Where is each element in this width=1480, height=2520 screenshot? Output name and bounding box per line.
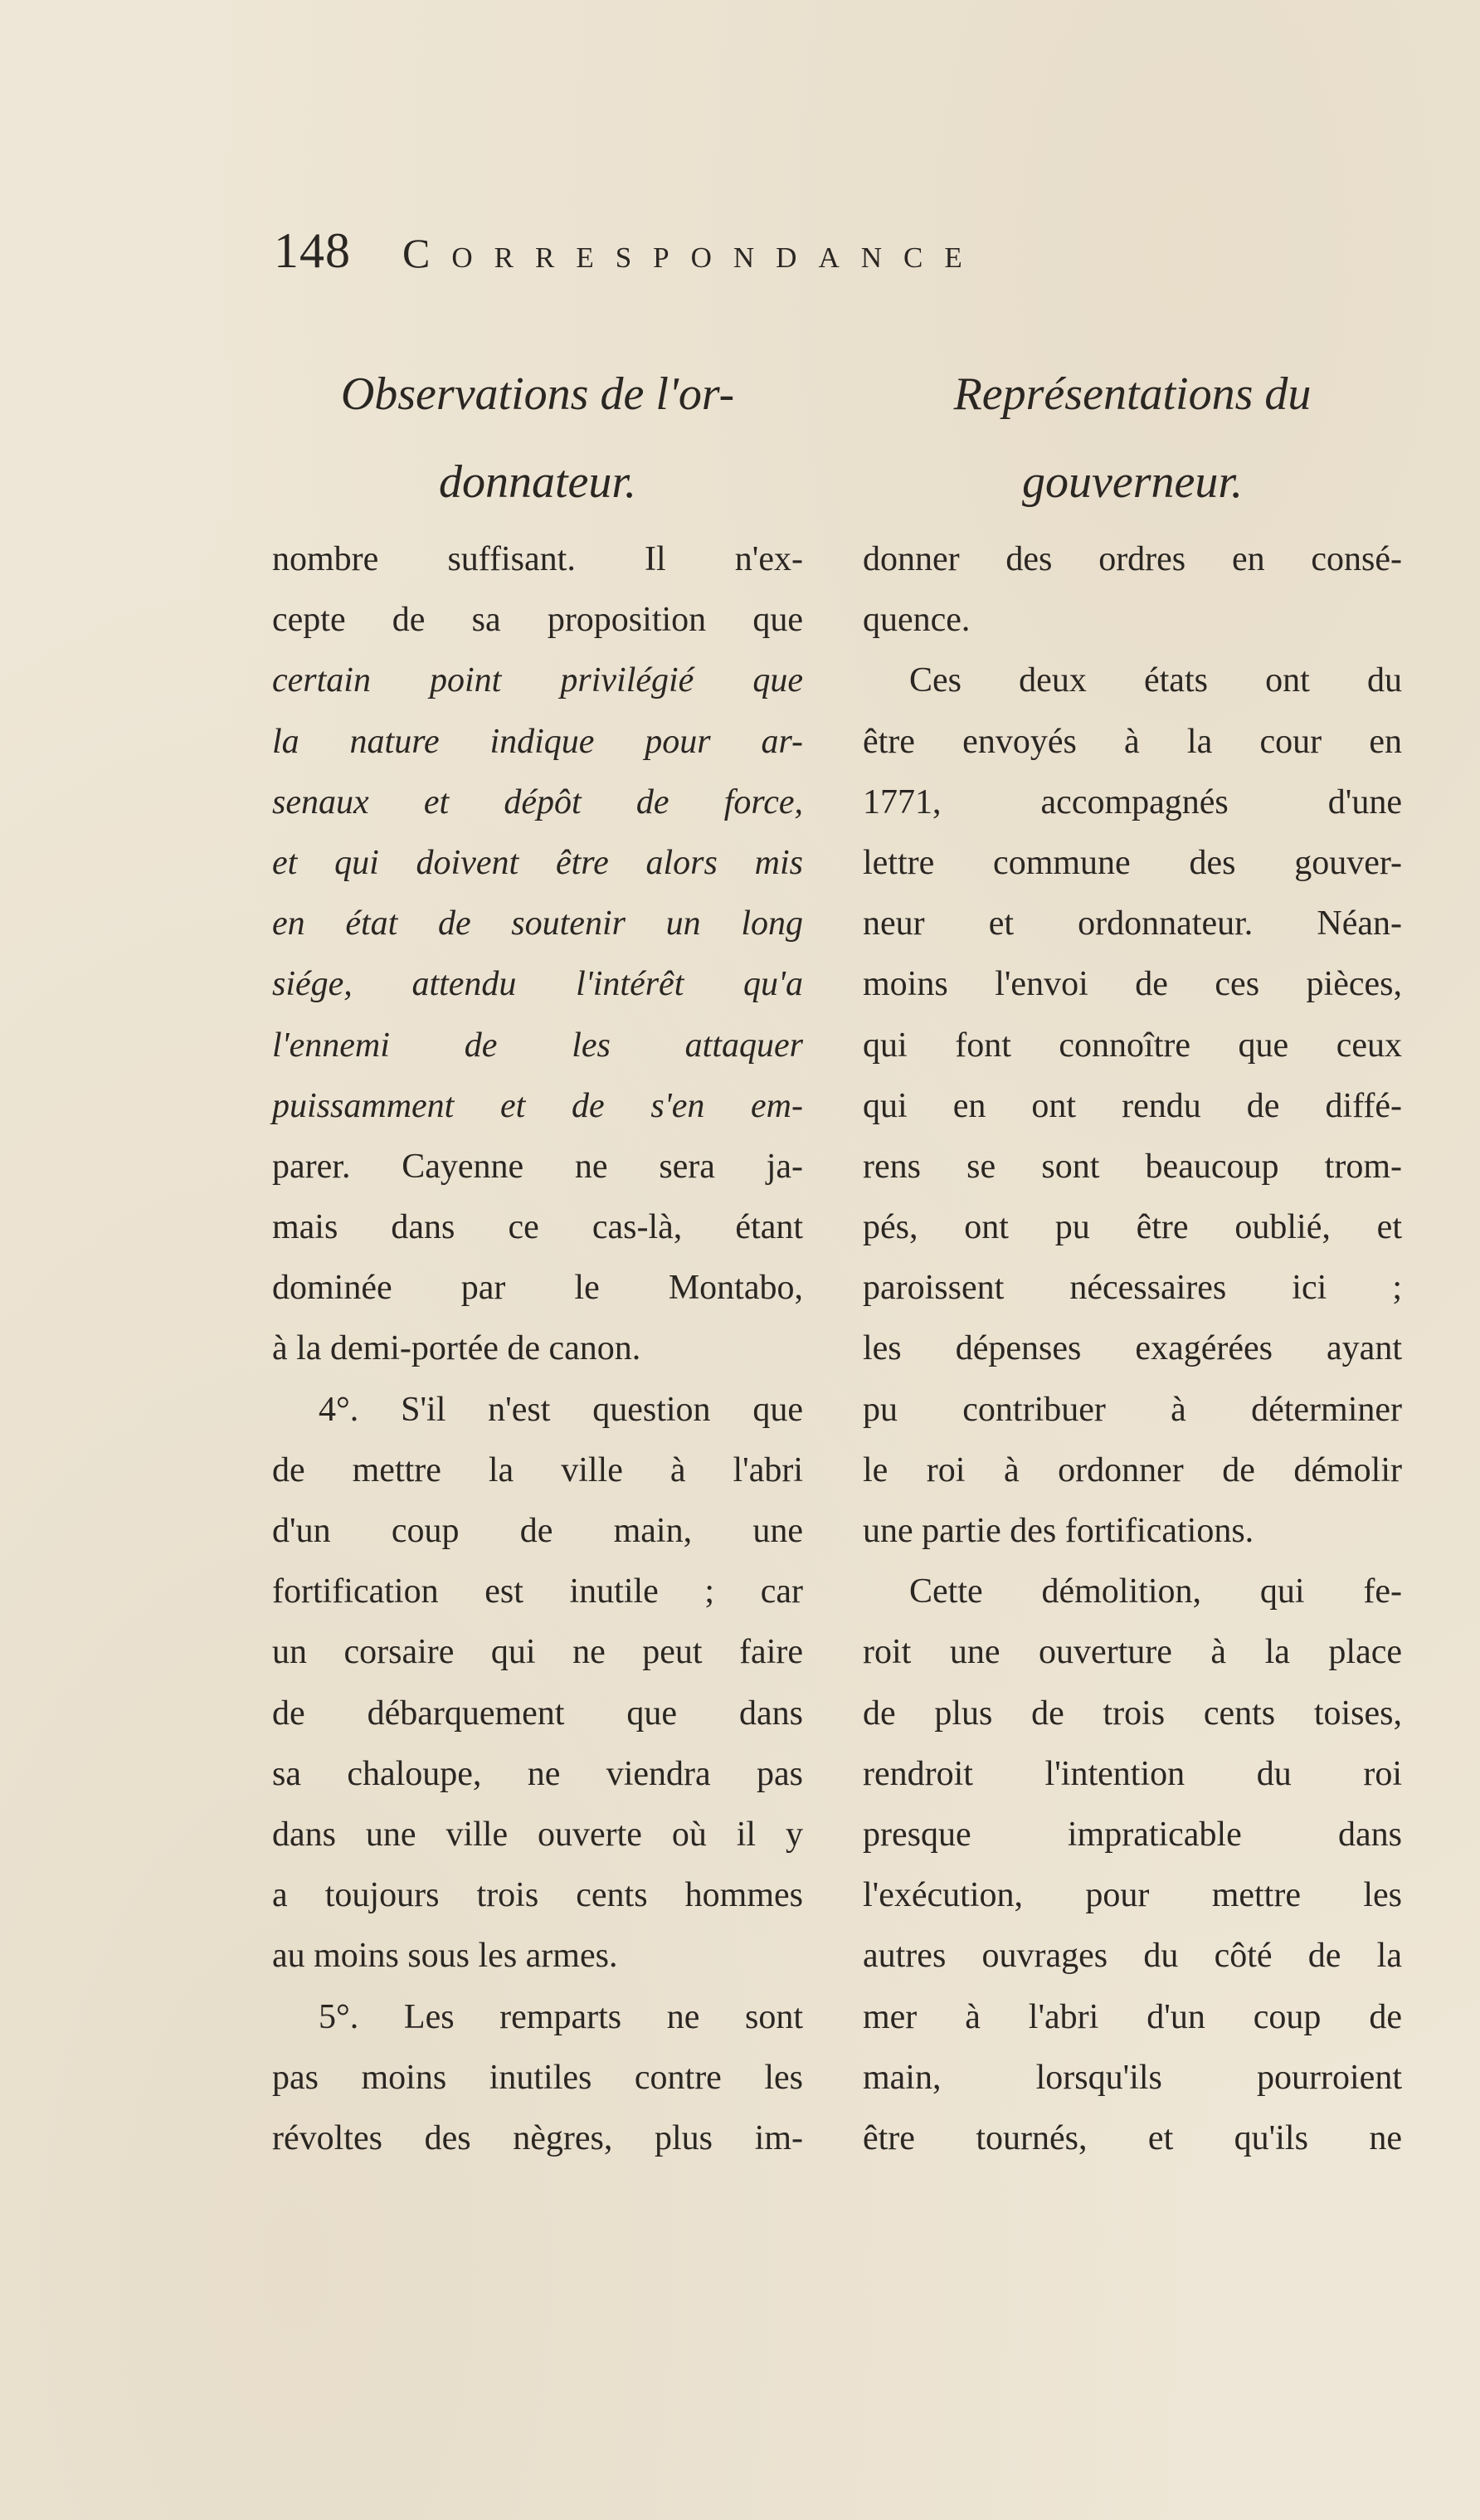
heading-line: donnateur. [439,456,636,508]
running-head [274,222,1269,297]
text-line: un corsaire qui ne peut faire [272,1633,803,1672]
right-column [863,350,1402,2169]
text-line: a toujours trois cents hommes [272,1876,803,1915]
text-line: d'un coup de main, une [272,1512,803,1550]
text-line: en état de soutenir un long [272,904,803,943]
heading-line: Observations de l'or- [340,368,735,420]
text-line: mer à l'abri d'un coup de [863,1997,1402,2036]
heading-line: gouverneur. [1022,456,1243,508]
text-line: certain point privilégié que [272,661,803,700]
text-line: l'ennemi de les attaquer [272,1026,803,1065]
text-line: les dépenses exagérées ayant [863,1329,1402,1368]
text-line: 1771, accompagnés d'une [863,782,1402,821]
text-line: être tournés, et qu'ils ne [863,2118,1402,2157]
text-line: Cette démolition, qui fe- [909,1572,1402,1611]
heading-line: Représentations du [953,368,1312,420]
text-line: neur et ordonnateur. Néan- [863,904,1402,943]
text-line: rendroit l'intention du roi [863,1754,1402,1793]
page-number: 148 [274,223,351,278]
text-line: presque impraticable dans [863,1815,1402,1854]
right-column-body [863,529,1402,2169]
text-line: main, lorsqu'ils pourroient [863,2058,1402,2097]
text-line: 4°. S'il n'est question que [319,1390,803,1429]
text-line: révoltes des nègres, plus im- [272,2118,803,2157]
text-line: être envoyés à la cour en [863,722,1402,761]
right-column-heading [863,350,1402,529]
text-line: Ces deux états ont du [909,661,1402,700]
text-line: mais dans ce cas-là, étant [272,1208,803,1247]
text-line: qui en ont rendu de diffé- [863,1086,1402,1125]
text-line: quence. [863,601,971,640]
text-line: de mettre la ville à l'abri [272,1450,803,1489]
text-line: au moins sous les armes. [272,1937,618,1976]
text-line: rens se sont beaucoup trom- [863,1147,1402,1186]
text-line: 5°. Les remparts ne sont [319,1997,803,2036]
text-line: paroissent nécessaires ici ; [863,1269,1402,1308]
text-line: à la demi-portée de canon. [272,1329,641,1368]
text-line: pu contribuer à déterminer [863,1390,1402,1429]
text-line: moins l'envoi de ces pièces, [863,965,1402,1004]
text-line: dans une ville ouverte où il y [272,1815,803,1854]
text-line: fortification est inutile ; car [272,1572,803,1611]
text-line: et qui doivent être alors mis [272,843,803,882]
text-line: de débarquement que dans [272,1694,803,1733]
text-line: senaux et dépôt de force, [272,782,803,821]
text-line: une partie des fortifications. [863,1512,1254,1550]
left-column-body [272,529,803,2169]
text-line: autres ouvrages du côté de la [863,1937,1402,1976]
text-line: siége, attendu l'intérêt qu'a [272,965,803,1004]
text-line: roit une ouverture à la place [863,1633,1402,1672]
text-line: pés, ont pu être oublié, et [863,1208,1402,1247]
text-line: le roi à ordonner de démolir [863,1450,1402,1489]
text-line: nombre suffisant. Il n'ex- [272,540,803,578]
text-line: l'exécution, pour mettre les [863,1876,1402,1915]
running-title: Correspondance [402,230,984,276]
text-line: donner des ordres en consé- [863,540,1402,578]
text-line: qui font connoître que ceux [863,1026,1402,1065]
left-column-heading [272,350,803,529]
text-line: la nature indique pour ar- [272,722,803,761]
text-line: pas moins inutiles contre les [272,2058,803,2097]
text-line: puissamment et de s'en em- [272,1086,803,1125]
text-line: cepte de sa proposition que [272,601,803,640]
text-line: de plus de trois cents toises, [863,1694,1402,1733]
left-column [272,350,803,2169]
text-line: sa chaloupe, ne viendra pas [272,1754,803,1793]
text-line: lettre commune des gouver- [863,843,1402,882]
text-line: parer. Cayenne ne sera ja- [272,1147,803,1186]
text-line: dominée par le Montabo, [272,1269,803,1308]
